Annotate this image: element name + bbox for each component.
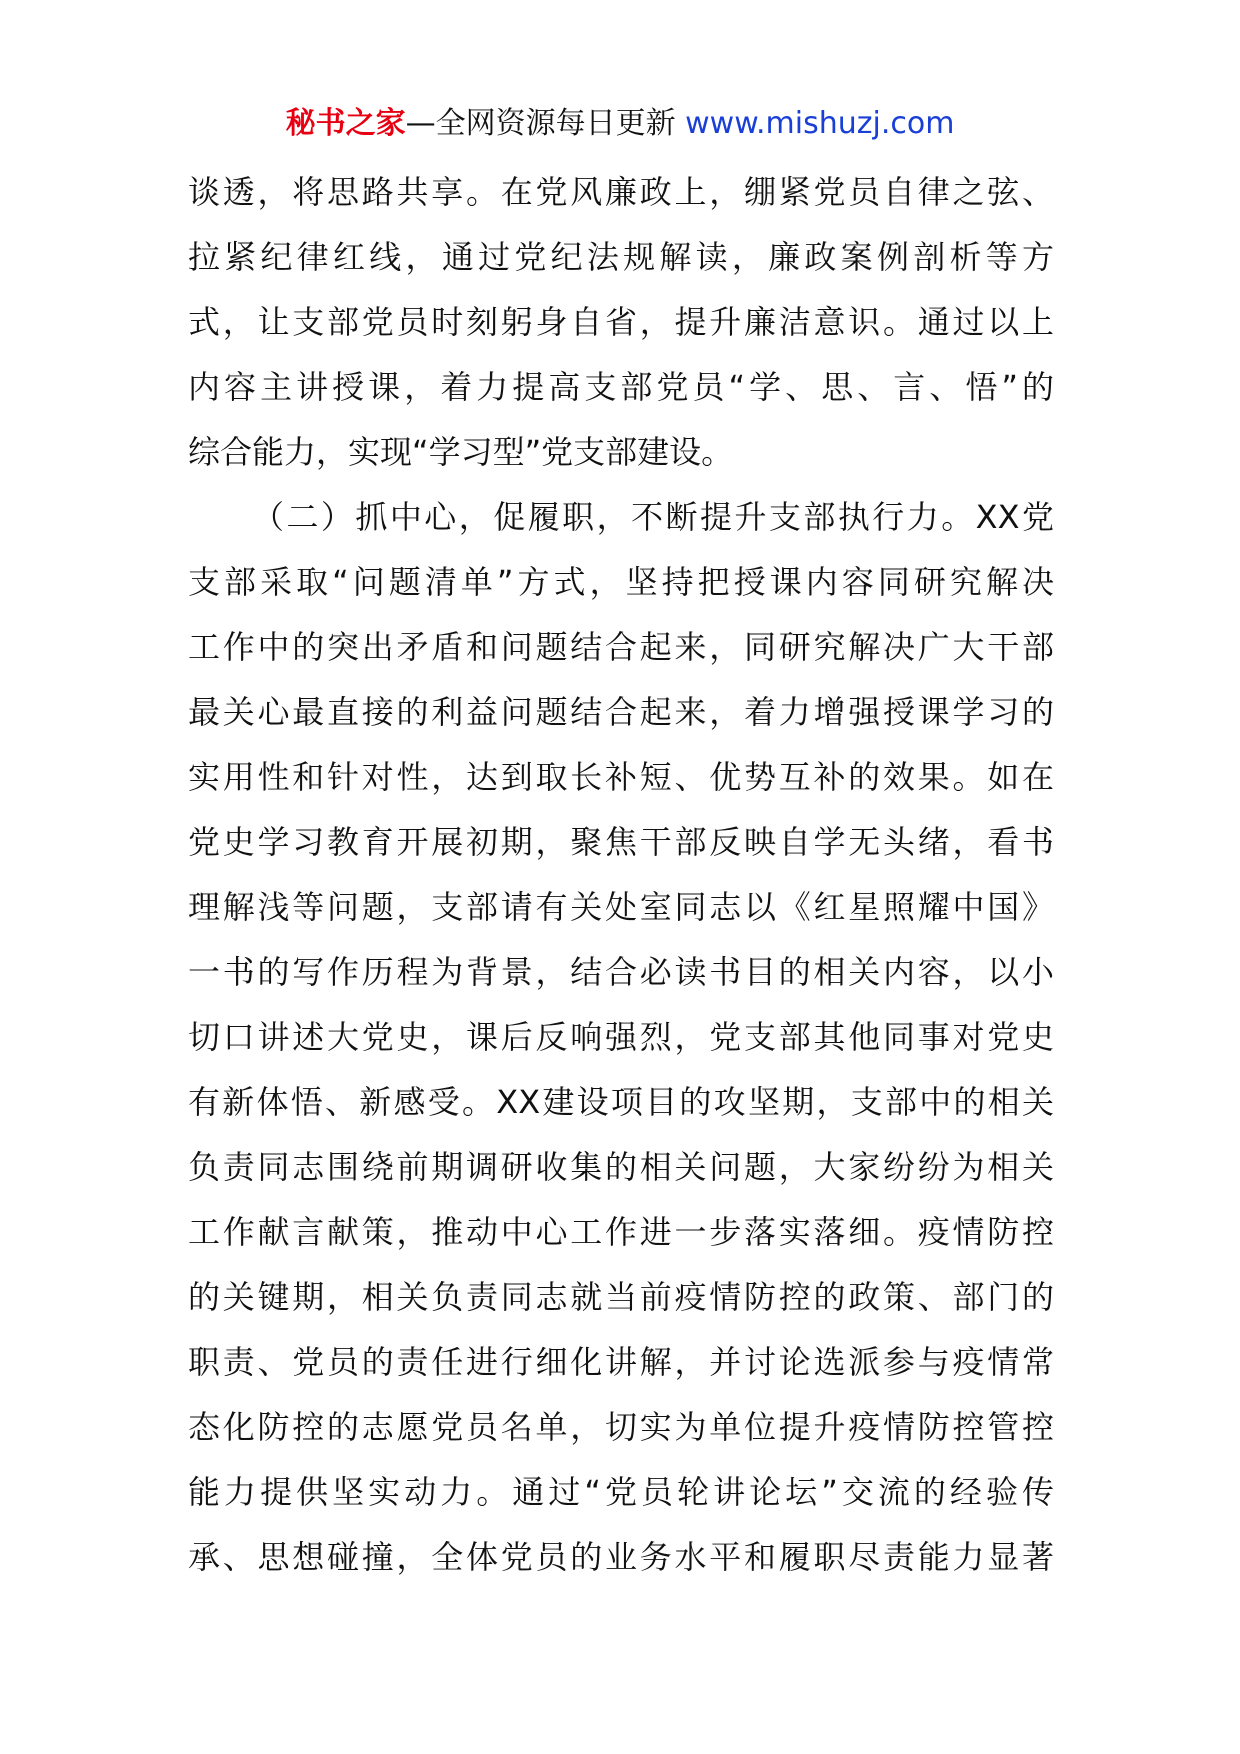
- text-line: 工作中的突出矛盾和问题结合起来，同研究解决广大干部: [188, 628, 1054, 666]
- text-line: 综合能力，实现“学习型”党支部建设。: [188, 433, 734, 471]
- site-tagline: —全网资源每日更新: [405, 106, 676, 141]
- site-url-link[interactable]: www.mishuzj.com: [685, 106, 955, 141]
- text-line: 切口讲述大党史，课后反响强烈，党支部其他同事对党史: [188, 1018, 1054, 1056]
- page-header: [0, 104, 1240, 144]
- text-line: 负责同志围绕前期调研收集的相关问题，大家纷纷为相关: [188, 1148, 1054, 1186]
- document-body: [188, 160, 1054, 1590]
- site-brand: 秘书之家: [285, 106, 406, 141]
- text-line: 一书的写作历程为背景，结合必读书目的相关内容，以小: [188, 953, 1054, 991]
- text-line: 态化防控的志愿党员名单，切实为单位提升疫情防控管控: [188, 1408, 1054, 1446]
- text-line-section-heading: （二）抓中心，促履职，不断提升支部执行力。XX党: [252, 498, 1054, 536]
- text-line: 式，让支部党员时刻躬身自省，提升廉洁意识。通过以上: [188, 303, 1054, 341]
- text-line: 实用性和针对性，达到取长补短、优势互补的效果。如在: [188, 758, 1054, 796]
- text-line: 职责、党员的责任进行细化讲解，并讨论选派参与疫情常: [188, 1343, 1054, 1381]
- text-line: 拉紧纪律红线，通过党纪法规解读，廉政案例剖析等方: [188, 238, 1054, 276]
- text-line: 的关键期，相关负责同志就当前疫情防控的政策、部门的: [188, 1278, 1054, 1316]
- text-line: 能力提供坚实动力。通过“党员轮讲论坛”交流的经验传: [188, 1473, 1054, 1511]
- text-line: 理解浅等问题，支部请有关处室同志以《红星照耀中国》: [188, 888, 1054, 926]
- text-line: 内容主讲授课，着力提高支部党员“学、思、言、悟”的: [188, 368, 1054, 406]
- text-line: 承、思想碰撞，全体党员的业务水平和履职尽责能力显著: [188, 1538, 1054, 1576]
- text-line: 有新体悟、新感受。XX建设项目的攻坚期，支部中的相关: [188, 1083, 1054, 1121]
- text-line: 最关心最直接的利益问题结合起来，着力增强授课学习的: [188, 693, 1054, 731]
- text-line: 支部采取“问题清单”方式，坚持把授课内容同研究解决: [188, 563, 1054, 601]
- text-line: 工作献言献策，推动中心工作进一步落实落细。疫情防控: [188, 1213, 1054, 1251]
- text-line: 谈透，将思路共享。在党风廉政上，绷紧党员自律之弦、: [188, 173, 1054, 211]
- text-line: 党史学习教育开展初期，聚焦干部反映自学无头绪，看书: [188, 823, 1054, 861]
